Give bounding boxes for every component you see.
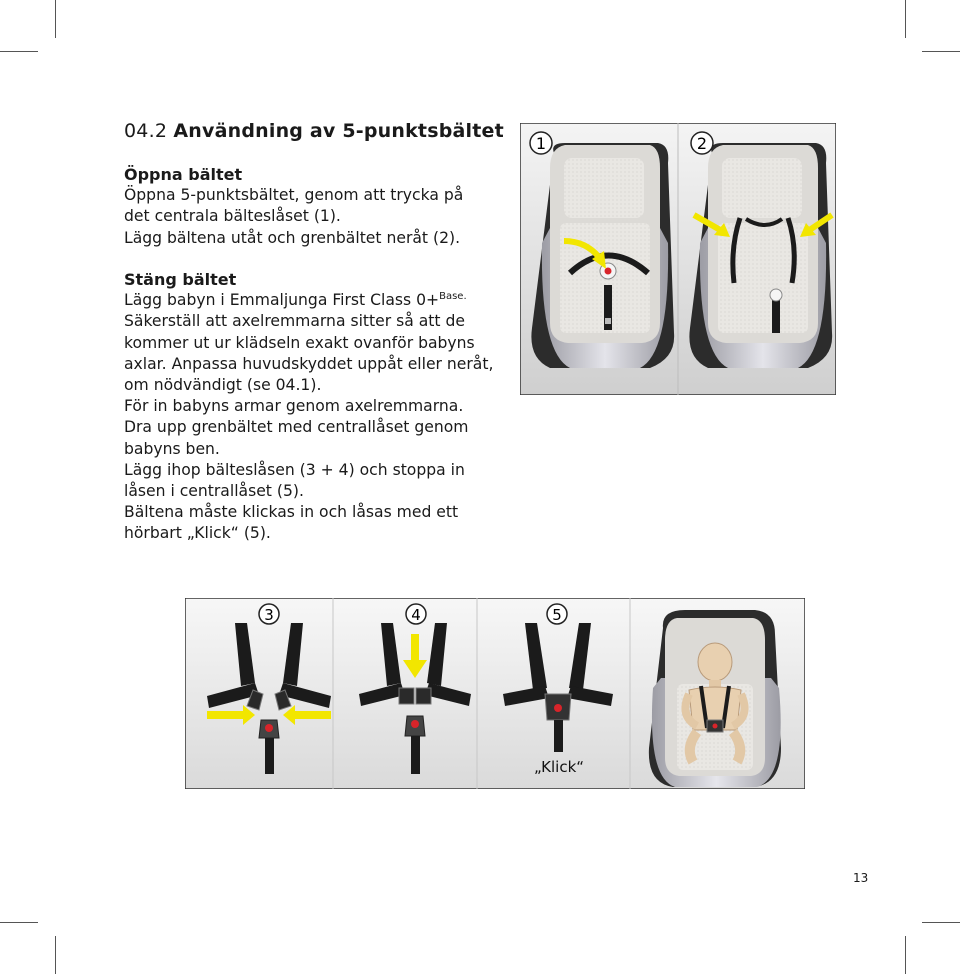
crop-mark: [0, 51, 38, 52]
step-marker-3: [259, 604, 279, 624]
close-line: låsen i centrallåset (5).: [124, 482, 304, 501]
svg-text:3: 3: [264, 606, 274, 624]
close-line: om nödvändigt (se 04.1).: [124, 376, 322, 395]
step-marker-5: [547, 604, 567, 624]
step-marker-4: [406, 604, 426, 624]
crop-mark: [905, 936, 906, 974]
section-heading: [124, 120, 504, 142]
close-line: För in babyns armar genom axelremmarna.: [124, 397, 464, 416]
close-heading: Stäng bältet: [124, 270, 237, 289]
instructions: [124, 164, 514, 249]
car-seat-open: [531, 143, 674, 368]
step-marker-1: [530, 132, 552, 154]
open-line: Öppna 5-punktsbältet, genom att trycka på: [124, 186, 464, 205]
figure-close-belt-illustration: [185, 598, 805, 789]
figure-open-belt: [520, 123, 836, 395]
svg-text:5: 5: [552, 606, 562, 624]
close-line-text: Lägg babyn i Emmaljunga First Class 0+: [124, 291, 440, 310]
close-line: [124, 290, 514, 311]
section-number: 04.2: [124, 120, 168, 142]
close-line: axlar. Anpassa huvudskyddet uppåt eller neråt,: [124, 354, 494, 373]
close-instructions: [124, 269, 514, 545]
crop-mark: [55, 0, 56, 38]
open-line: det centrala bälteslåset (1).: [124, 207, 341, 226]
click-caption: „Klick“: [533, 758, 585, 776]
svg-text:2: 2: [696, 134, 708, 153]
open-heading: Öppna bältet: [124, 165, 243, 184]
crop-mark: [905, 0, 906, 38]
close-line: kommer ut ur klädseln exakt ovanför babyns: [124, 333, 475, 352]
svg-text:4: 4: [411, 606, 421, 624]
page-number: 13: [853, 871, 869, 885]
open-line: Lägg bältena utåt och grenbältet neråt (2).: [124, 228, 461, 247]
close-line: Bältena måste klickas in och låsas med ett: [124, 503, 459, 522]
section-title: Användning av 5-punktsbältet: [173, 120, 504, 142]
crop-mark: [922, 51, 960, 52]
crop-mark: [922, 922, 960, 923]
crop-mark: [0, 922, 38, 923]
close-line: babyns ben.: [124, 439, 220, 458]
step-marker-2: [691, 132, 713, 154]
baby-in-seat: [649, 610, 781, 787]
close-line: Säkerställ att axelremmarna sitter så att de: [124, 312, 465, 331]
car-seat-open-straps-out: [689, 143, 832, 368]
close-line: Lägg ihop bälteslåsen (3 + 4) och stoppa in: [124, 460, 465, 479]
figure-open-belt-illustration: [520, 123, 836, 395]
close-line: Dra upp grenbältet med centrallåset genom: [124, 418, 469, 437]
figure-close-belt: [185, 598, 805, 789]
close-line: hörbart „Klick“ (5).: [124, 524, 271, 543]
close-line-sup: Base.: [439, 291, 467, 303]
svg-text:1: 1: [535, 134, 547, 153]
crop-mark: [55, 936, 56, 974]
